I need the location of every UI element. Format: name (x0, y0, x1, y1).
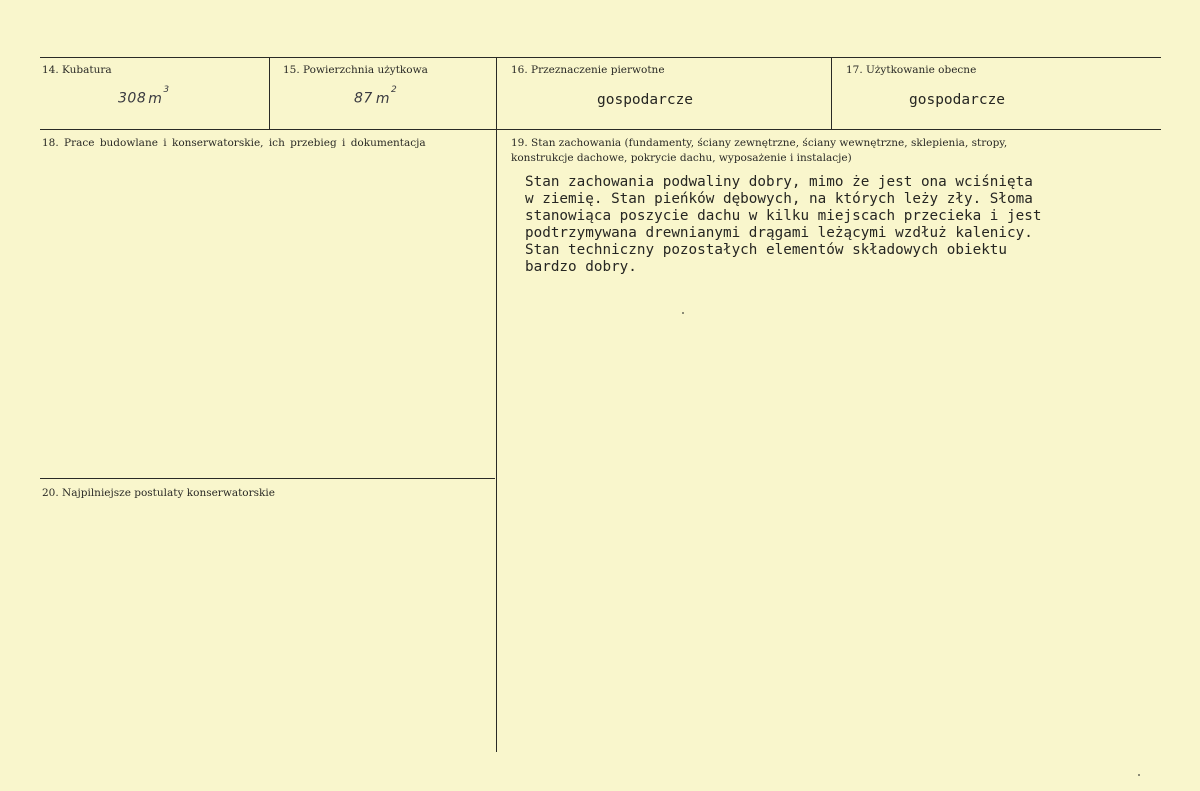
field-15-handwritten-value (354, 85, 398, 107)
condition-line: Stan zachowania podwaliny dobry, mimo że jest ona wciśnięta (525, 174, 1033, 190)
field-15-label: 15. Powierzchnia użytkowa (283, 64, 428, 76)
field-16-value: gospodarcze (597, 92, 694, 108)
condition-line: Stan techniczny pozostałych elementów składowych obiektu (525, 242, 1008, 258)
field-18-20-divider (40, 478, 495, 479)
field-17-value: gospodarcze (909, 92, 1006, 108)
field-14-unit: m (148, 90, 163, 107)
condition-line: podtrzymywana drewnianymi drągami leżącymi wzdłuż kalenicy. (525, 225, 1033, 241)
field-14-handwritten-value (118, 85, 170, 107)
upper-row-bottom-rule (40, 129, 1161, 130)
field-15-value: 87 (354, 90, 373, 107)
field-14-label: 14. Kubatura (42, 64, 112, 76)
field-15-unit-exponent: 2 (390, 85, 398, 95)
field-19-label-line1: 19. Stan zachowania (fundamenty, ściany zewnętrzne, ściany wewnętrzne, sklepienia, stropy, (511, 137, 1008, 149)
field-20-label: 20. Najpilniejsze postulaty konserwatorskie (42, 487, 275, 499)
paper-speck (1138, 774, 1140, 776)
field-16-label: 16. Przeznaczenie pierwotne (511, 64, 665, 76)
paper-speck (682, 312, 684, 314)
col-divider-14-15 (269, 58, 270, 129)
field-18-label: 18. Prace budowlane i konserwatorskie, ich przebieg i dokumentacja (42, 137, 426, 149)
top-rule (40, 57, 1161, 58)
field-14-unit-exponent: 3 (163, 85, 170, 95)
condition-line: w ziemię. Stan pieńków dębowych, na których leży zły. Słoma (525, 191, 1033, 207)
condition-line: stanowiąca poszycie dachu w kilku miejscach przecieka i jest (525, 208, 1042, 224)
col-divider-16-17 (831, 58, 832, 129)
field-19-condition-text (525, 174, 1041, 276)
main-col-divider (496, 58, 497, 752)
field-15-unit: m (375, 90, 390, 107)
condition-line: bardzo dobry. (525, 259, 637, 275)
field-19-label-line2: konstrukcje dachowe, pokrycie dachu, wyposażenie i instalacje) (511, 152, 852, 164)
field-17-label: 17. Użytkowanie obecne (846, 64, 977, 76)
field-14-value: 308 (118, 90, 147, 107)
